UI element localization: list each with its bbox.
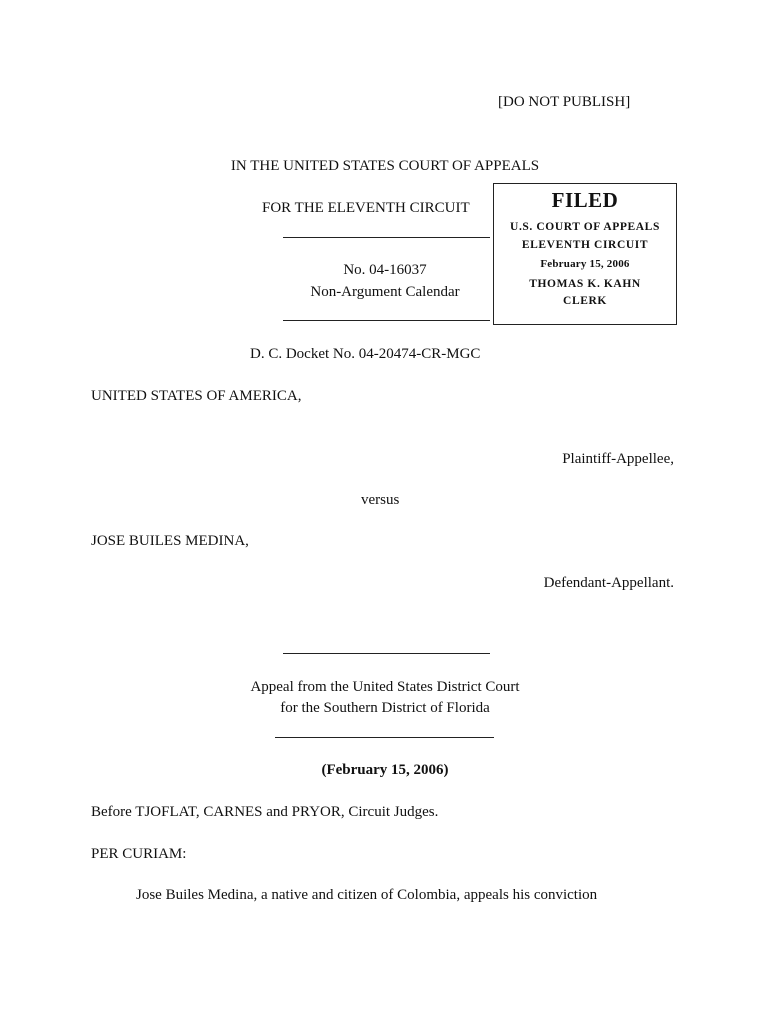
filed-stamp <box>493 183 677 325</box>
filed-stamp-circuit: ELEVENTH CIRCUIT <box>521 239 649 251</box>
filed-stamp-title: FILED <box>551 188 619 212</box>
plaintiff-role: Plaintiff-Appellee, <box>562 451 674 467</box>
publish-notice: [DO NOT PUBLISH] <box>498 94 631 110</box>
docket-number: D. C. Docket No. 04-20474-CR-MGC <box>250 346 481 362</box>
court-heading: IN THE UNITED STATES COURT OF APPEALS <box>230 158 540 174</box>
filed-stamp-clerk-name: THOMAS K. KAHN <box>529 278 641 290</box>
versus-text: versus <box>361 492 400 508</box>
case-number: No. 04-16037 <box>343 262 427 278</box>
divider-rule <box>283 320 490 321</box>
judges-line: Before TJOFLAT, CARNES and PRYOR, Circuit Judges. <box>91 804 439 820</box>
defendant-name: JOSE BUILES MEDINA, <box>91 533 249 549</box>
filed-stamp-court: U.S. COURT OF APPEALS <box>510 221 660 233</box>
filed-stamp-date: February 15, 2006 <box>540 258 630 270</box>
plaintiff-name: UNITED STATES OF AMERICA, <box>91 388 302 404</box>
filed-stamp-clerk-title: CLERK <box>563 295 607 307</box>
per-curiam: PER CURIAM: <box>91 846 187 862</box>
divider-rule <box>283 653 490 654</box>
defendant-role: Defendant-Appellant. <box>543 575 674 591</box>
appeal-district: for the Southern District of Florida <box>280 700 490 716</box>
circuit-heading: FOR THE ELEVENTH CIRCUIT <box>262 200 470 216</box>
appeal-from: Appeal from the United States District Court <box>250 679 520 695</box>
divider-rule <box>275 737 494 738</box>
decision-date: (February 15, 2006) <box>321 762 449 778</box>
case-calendar: Non-Argument Calendar <box>310 284 460 300</box>
divider-rule <box>283 237 490 238</box>
opening-paragraph: Jose Builes Medina, a native and citizen of Colombia, appeals his conviction <box>136 887 598 903</box>
